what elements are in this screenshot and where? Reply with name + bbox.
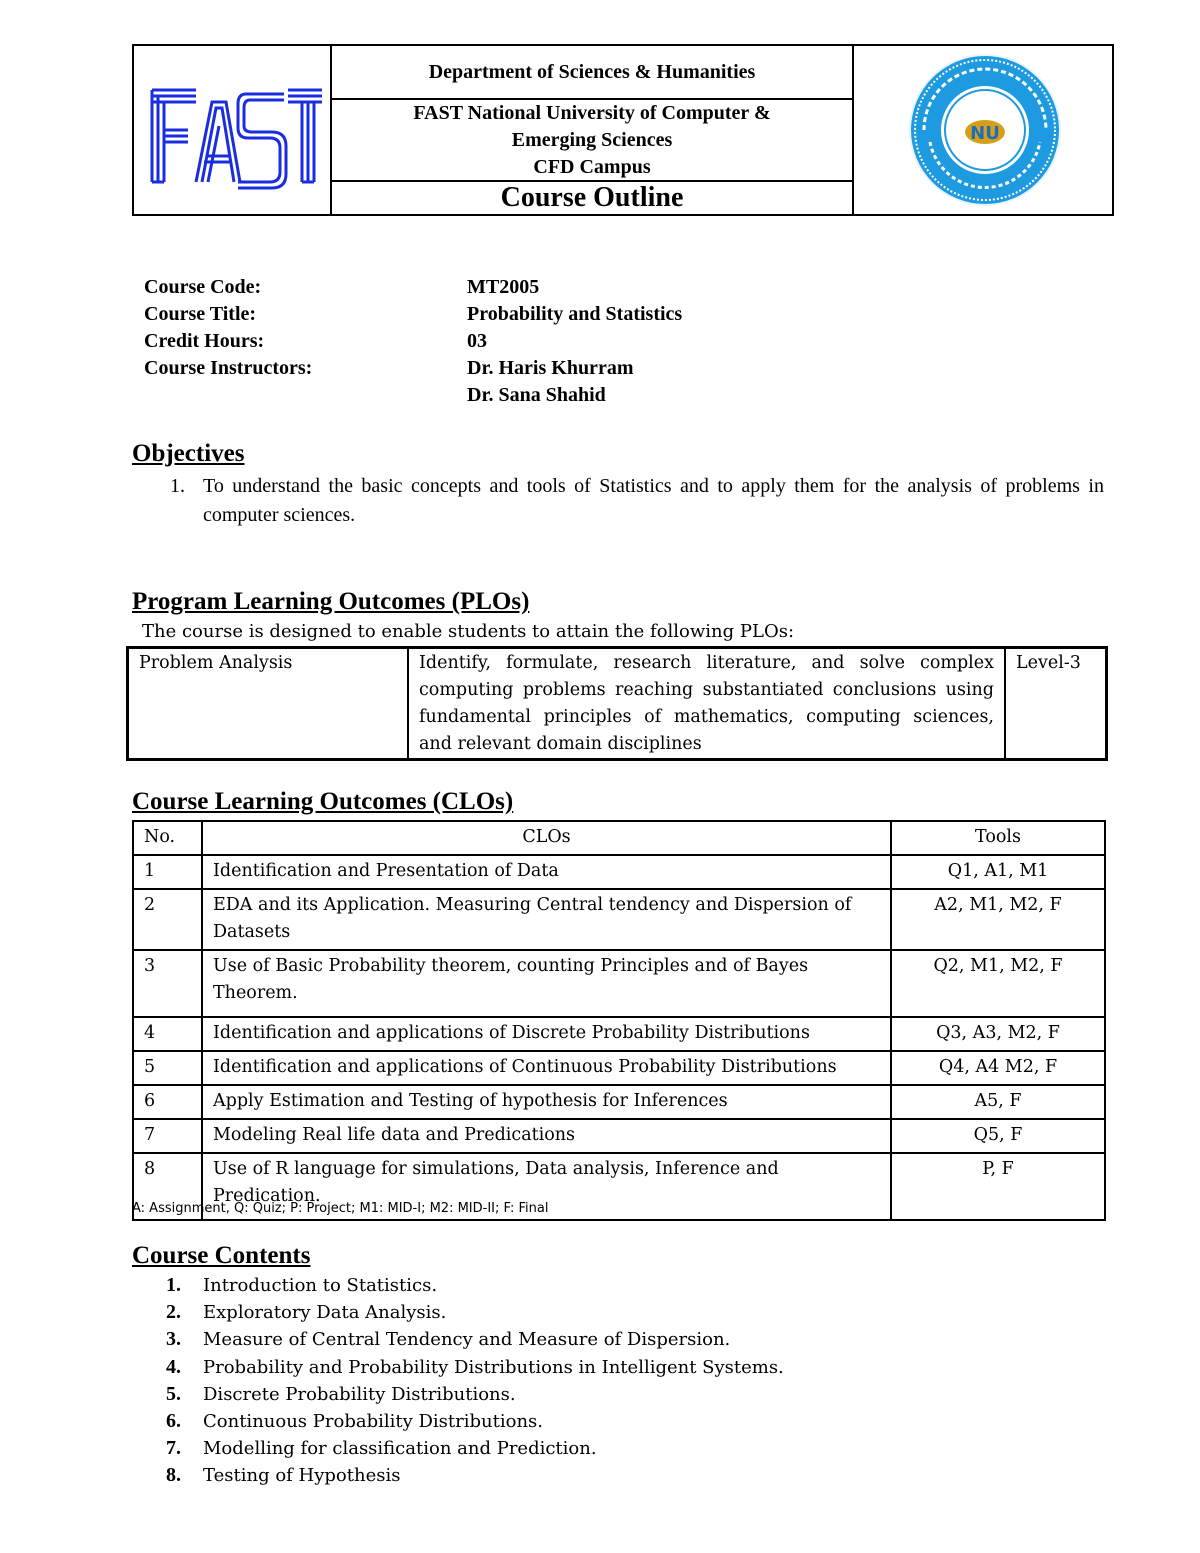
clo-no: 5	[133, 1051, 202, 1085]
item-number: 8.	[166, 1464, 181, 1487]
item-text: Measure of Central Tendency and Measure of Dispersion.	[203, 1329, 731, 1351]
list-item	[166, 1381, 784, 1408]
clo-heading: Course Learning Outcomes (CLOs)	[132, 788, 514, 815]
item-text: Probability and Probability Distributions in Intelligent Systems.	[203, 1356, 784, 1378]
clo-tools: Q5, F	[891, 1119, 1105, 1153]
course-info	[144, 274, 682, 409]
header-block	[132, 44, 1114, 216]
department-name: Department of Sciences & Humanities	[332, 46, 852, 100]
instructors-row	[144, 355, 682, 382]
clo-no: 1	[133, 855, 202, 889]
list-item	[166, 1354, 784, 1381]
university-seal-cell	[854, 46, 1112, 214]
clo-text: EDA and its Application. Measuring Central tendency and Dispersion of Datasets	[202, 889, 891, 950]
university-name	[332, 100, 852, 182]
table-header-row	[133, 821, 1105, 855]
item-number: 1.	[166, 1274, 181, 1296]
university-seal-icon	[854, 46, 1116, 214]
list-item	[166, 1435, 784, 1462]
clo-text: Identification and Presentation of Data	[202, 855, 891, 889]
clo-no: 8	[133, 1153, 202, 1220]
university-line-2: Emerging Sciences	[511, 128, 673, 151]
document-title: Course Outline	[500, 182, 684, 213]
objectives-heading: Objectives	[132, 440, 245, 467]
column-header-tools: Tools	[891, 821, 1105, 855]
clo-text: Identification and applications of Discrete Probability Distributions	[202, 1017, 891, 1051]
item-text: Testing of Hypothesis	[203, 1465, 401, 1487]
plo-description: Identify, formulate, research literature, and solve complex computing problems reaching substantiated conclusions using fundamental principles of mathematics, computing sciences, and relevant domain disciplines	[408, 648, 1005, 760]
plo-level: Level-3	[1005, 648, 1107, 760]
plo-table	[126, 646, 1108, 761]
clo-tools: Q1, A1, M1	[891, 855, 1105, 889]
item-text: Exploratory Data Analysis.	[203, 1302, 447, 1324]
item-number: 4.	[166, 1355, 181, 1378]
clo-tools: Q2, M1, M2, F	[891, 950, 1105, 1017]
list-item	[166, 1408, 784, 1435]
table-row	[133, 889, 1105, 950]
item-number: 6.	[166, 1409, 181, 1432]
item-text: Introduction to Statistics.	[203, 1275, 438, 1296]
clo-text: Modeling Real life data and Predications	[202, 1119, 891, 1153]
table-row	[128, 648, 1107, 760]
clo-tools: Q3, A3, M2, F	[891, 1017, 1105, 1051]
plo-heading: Program Learning Outcomes (PLOs)	[132, 588, 530, 615]
clo-tools: Q4, A4 M2, F	[891, 1051, 1105, 1085]
course-title-value: Probability and Statistics	[467, 303, 683, 325]
plo-intro: The course is designed to enable students to attain the following PLOs:	[142, 621, 795, 642]
plo-name: Problem Analysis	[128, 648, 409, 760]
credit-hours-value: 03	[467, 330, 487, 352]
header-title-cell	[332, 46, 854, 214]
table-row	[133, 1017, 1105, 1051]
table-row	[133, 1119, 1105, 1153]
instructors-row-2	[144, 382, 682, 409]
column-header-clos: CLOs	[202, 821, 891, 855]
contents-heading: Course Contents	[132, 1242, 311, 1269]
clo-table	[132, 820, 1106, 1221]
clo-no: 4	[133, 1017, 202, 1051]
item-text: Discrete Probability Distributions.	[203, 1383, 516, 1405]
item-text: Continuous Probability Distributions.	[203, 1410, 544, 1432]
credit-hours-label: Credit Hours:	[144, 330, 265, 352]
item-number: 2.	[166, 1301, 181, 1324]
objectives-list	[170, 472, 1104, 530]
university-line-1: FAST National University of Computer &	[413, 101, 771, 124]
list-item	[166, 1272, 784, 1299]
clo-text: Use of R language for simulations, Data analysis, Inference and Predication.	[202, 1153, 891, 1220]
item-number: 5.	[166, 1382, 181, 1405]
clo-text: Use of Basic Probability theorem, counting Principles and of Bayes Theorem.	[202, 950, 891, 1017]
column-header-no: No.	[133, 821, 202, 855]
course-title-row	[144, 301, 682, 328]
clo-no: 6	[133, 1085, 202, 1119]
table-row	[133, 950, 1105, 1017]
clo-no: 7	[133, 1119, 202, 1153]
clo-no: 2	[133, 889, 202, 950]
instructors-label: Course Instructors:	[144, 357, 313, 379]
contents-list	[166, 1272, 784, 1490]
course-code-row	[144, 274, 682, 301]
instructor-2: Dr. Sana Shahid	[467, 384, 606, 406]
item-number: 3.	[166, 1328, 181, 1351]
course-title-label: Course Title:	[144, 303, 257, 325]
item-number: 7.	[166, 1437, 181, 1460]
table-row	[133, 1085, 1105, 1119]
tools-legend: A: Assignment, Q: Quiz; P: Project; M1: MID-I; M2: MID-II; F: Final	[132, 1201, 549, 1216]
campus-name: CFD Campus	[533, 155, 651, 178]
clo-no: 3	[133, 950, 202, 1017]
table-row	[133, 1051, 1105, 1085]
course-code-label: Course Code:	[144, 276, 262, 298]
credit-hours-row	[144, 328, 682, 355]
list-item	[166, 1299, 784, 1326]
clo-text: Identification and applications of Continuous Probability Distributions	[202, 1051, 891, 1085]
clo-text: Apply Estimation and Testing of hypothesis for Inferences	[202, 1085, 891, 1119]
fast-logo-icon	[134, 46, 326, 214]
item-text: Modelling for classification and Prediction.	[203, 1438, 597, 1460]
list-item	[166, 1462, 784, 1489]
instructor-1: Dr. Haris Khurram	[467, 357, 634, 379]
clo-tools: A2, M1, M2, F	[891, 889, 1105, 950]
objective-text: To understand the basic concepts and tools of Statistics and to apply them for the analysis of problems in computer sciences.	[203, 475, 1104, 526]
clo-tools: P, F	[891, 1153, 1105, 1220]
fast-logo-cell	[134, 46, 332, 214]
objective-number: 1.	[170, 475, 185, 497]
table-row	[133, 855, 1105, 889]
clo-tools: A5, F	[891, 1085, 1105, 1119]
course-code-value: MT2005	[467, 276, 540, 298]
list-item	[166, 1326, 784, 1353]
seal-center-text: NU	[970, 123, 1000, 144]
